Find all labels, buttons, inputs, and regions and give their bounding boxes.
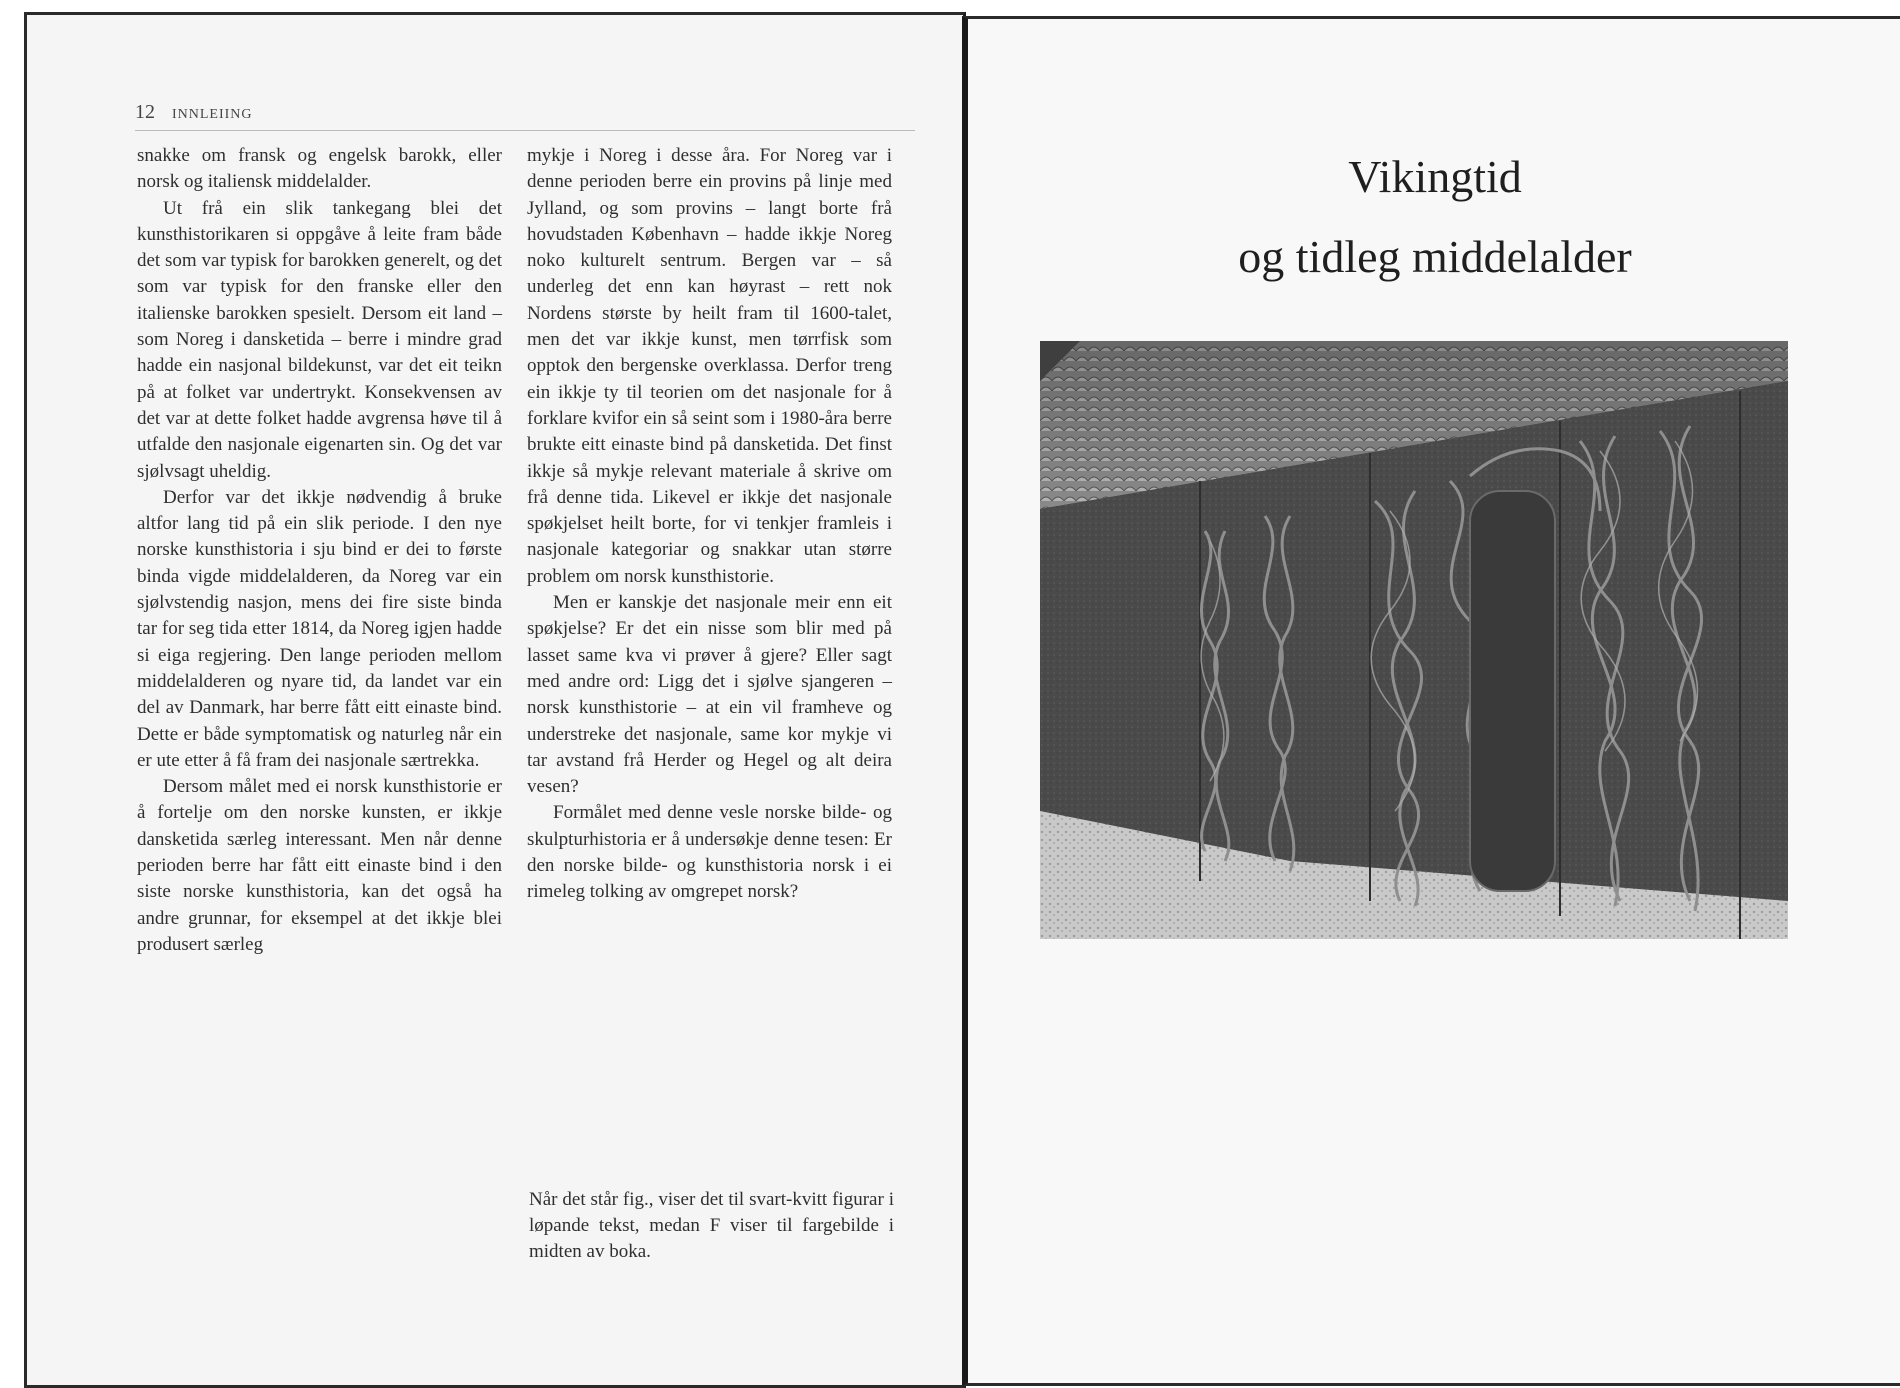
stave-church-photo <box>1040 341 1788 939</box>
text-column-left <box>137 143 502 958</box>
chapter-title-line-1: Vikingtid <box>1348 151 1522 202</box>
paragraph: snakke om fransk og engelsk barokk, eller norsk og italiensk middelalder. <box>137 145 502 193</box>
page-number: 12 <box>135 101 155 123</box>
footnote-text: Når det står fig., viser det til svart-kvitt figurar i løpande tekst, medan F viser til fargebilde i midten av boka. <box>529 1189 894 1262</box>
section-title: INNLEIING <box>172 107 253 122</box>
footnote <box>529 1187 894 1265</box>
running-head <box>135 101 915 131</box>
paragraph: Ut frå ein slik tankegang blei det kunsthistorikaren si oppgåve å leite fram både det som var typisk for barokken generelt, og det som var typisk for den franske eller den italienske barokken spesielt. Dersom eit land – som Noreg i dansketida – berre i mindre grad hadde ein nasjonal bildekunst, var det eit teikn på at folket var undertrykt. Konsekvensen av det var at dette folket hadde avgrensa høve til å utfalde den nasjonale eigenarten sin. Og det var sjølvsagt uheldig. <box>137 197 502 482</box>
chapter-title <box>968 137 1900 297</box>
left-page <box>24 12 966 1388</box>
paragraph: Dersom målet med ei norsk kunsthistorie er å fortelje om den norske kunsten, er ikkje dansketida særleg interessant. Men når denne perioden berre har fått eitt einaste bind i den siste norske kunsthistoria, kan det også ha andre grunnar, for eksempel at det ikkje blei produsert særleg <box>137 776 502 955</box>
paragraph: Derfor var det ikkje nødvendig å bruke altfor lang tid på ein slik periode. I den nye norske kunsthistoria i sju bind er dei to første binda vigde middelalderen, da Noreg var ein sjølvstendig nasjon, mens dei fire siste binda tar for seg tida etter 1814, da Noreg igjen hadde si eiga regjering. Den lange perioden mellom middelalderen og nyare tid, da landet var ein del av Danmark, har berre fått eitt einaste bind. Dette er både symptomatisk og naturleg når ein er ute etter å få fram dei nasjonale særtrekka. <box>137 486 502 771</box>
right-page <box>962 16 1900 1386</box>
paragraph: mykje i Noreg i desse åra. For Noreg var i denne perioden berre ein provins på linje med Jylland, og som provins – langt borte frå hovudstaden København – hadde ikkje Noreg noko kulturelt sentrum. Bergen var – så underleg det enn kan høyrast – rett nok Nordens største by heilt fram til 1600-talet, men det var ikkje kunst, men tørrfisk som opptok den bergenske overklassa. Derfor treng ein ikkje ty til teorien om det nasjonale for å forklare kvifor ein så seint som i 1980-åra berre brukte eitt einaste bind på dansketida. Det finst ikkje så mykje relevant materiale å skrive om frå denne tida. Likevel er ikkje det nasjonale spøkjelset heilt borte, for vi tenkjer framleis i nasjonale kategoriar og snakkar utan større problem om norsk kunsthistorie. <box>527 145 892 587</box>
chapter-title-line-2: og tidleg middelalder <box>1238 231 1632 282</box>
text-column-right <box>527 143 892 906</box>
paragraph: Men er kanskje det nasjonale meir enn eit spøkjelse? Er det ein nisse som blir med på lasset same kva vi prøver å gjere? Eller sagt med andre ord: Ligg det i sjølve sjangeren – norsk kunsthistorie – at ein vil framheve og understreke det nasjonale, same kor mykje vi tar avstand frå Herder og Hegel og alt deira vesen? <box>527 592 892 798</box>
paragraph: Formålet med denne vesle norske bilde- og skulpturhistoria er å undersøkje denne tesen: Er den norske bilde- og kunsthistoria norsk i ei rimeleg tolking av omgrepet norsk? <box>527 802 892 903</box>
